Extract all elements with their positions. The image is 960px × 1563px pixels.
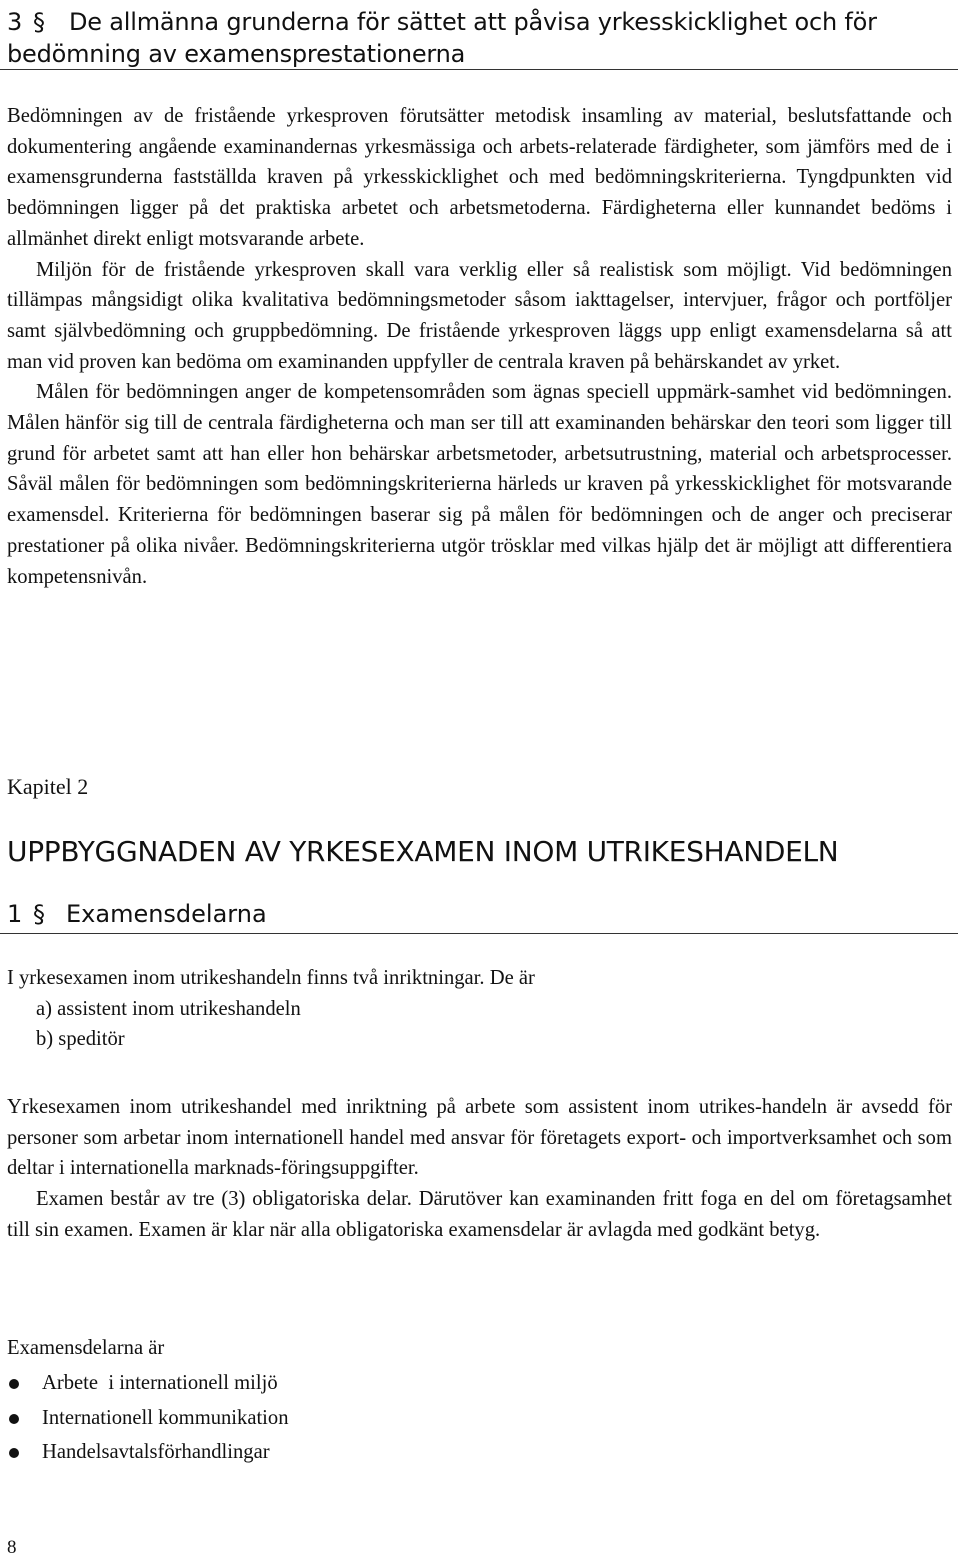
section-1-paragraph-2: Examen består av tre (3) obligatoriska delar. Därutöver kan examinanden fritt foga en del om företagsamhet till sin examen. Examen är klar när alla obligatoriska examensdelar är avlagda med godkänt betyg.	[7, 1188, 952, 1241]
section-1-paragraph-1: Yrkesexamen inom utrikeshandel med inriktning på arbete som assistent inom utrikes-handeln är avsedd för personer som arbetar inom internationell handel med ansvar för företagets export- och importverksamhet och som deltar i internationella marknads-föringsuppgifter.	[7, 1096, 952, 1180]
section-1-divider	[0, 933, 958, 934]
option-b: b) speditör	[36, 1028, 125, 1051]
bullet-icon	[9, 1448, 19, 1458]
list-item	[7, 1401, 289, 1436]
section-1-body	[7, 1092, 952, 1246]
section-3-paragraph-2: Miljön för de fristående yrkesproven skall vara verklig eller så realistisk som möjligt. Vid bedömningen tillämpas mångsidigt olika kvalitativa bedömningsmetoder såsom iakttagelser, intervjuer, frågor och portföljer samt självbedömning och gruppbedömning. De fristående yrkesproven läggs upp enligt examensdelarna så att man vid proven kan bedöma om examinanden uppfyller de centrala kraven på behärskandet av yrket.	[7, 258, 952, 373]
section-3-paragraph-3: Målen för bedömningen anger de kompetensområden som ägnas speciell uppmärk-samhet vid bedömningen. Målen hänför sig till de centrala färdigheterna och man ser till att examinanden behärskar den teori som ligger till grund för arbetet samt att han eller hon behärskar arbetsmetoder, arbetsutrustning, material och arbetsprocesser. Såväl målen för bedömningen som bedömningskriterierna härleds ur kraven på yrkesskicklighet för motsvarande examensdel. Kriterierna för bedömningen baserar sig på målen för bedömningen och de anger och preciserar prestationer på olika nivåer. Bedömningskriterierna utgör trösklar med vilkas hjälp det är möjligt att differentiera kompetensnivån.	[7, 381, 952, 588]
page-number: 8	[7, 1537, 17, 1558]
list-item-label: Handelsavtalsförhandlingar	[42, 1441, 270, 1463]
chapter-title: UPPBYGGNADEN AV YRKESEXAMEN INOM UTRIKESHANDELN	[7, 835, 839, 868]
exam-parts-list	[7, 1366, 289, 1470]
option-a: a) assistent inom utrikeshandeln	[36, 997, 301, 1020]
list-intro: Examensdelarna är	[7, 1337, 165, 1359]
section-title: Examensdelarna	[66, 900, 267, 928]
section-number: 1	[7, 900, 23, 928]
list-item	[7, 1435, 289, 1470]
section-1-heading	[7, 897, 267, 931]
list-item-label: Internationell kommunikation	[42, 1406, 289, 1429]
bullet-icon	[9, 1414, 19, 1424]
section-title-line-1: De allmänna grunderna för sättet att påvisa yrkesskicklighet och för	[69, 8, 877, 36]
section-1-intro	[7, 963, 952, 1055]
bullet-icon	[9, 1379, 19, 1389]
section-3-paragraph-1: Bedömningen av de fristående yrkesproven förutsätter metodisk insamling av material, beslutsfattande och dokumentering angående examinandernas yrkesmässiga och arbets-relaterade färdigheter, som jämförs med de i examensgrunderna fastställda kraven på yrkesskicklighet och med bedömningskriterierna. Tyngdpunkten vid bedömningen ligger på det praktiska arbetet och arbetsmetoderna. Färdigheterna eller kunnandet bedöms i allmänhet direkt enligt motsvarande arbete.	[7, 105, 952, 250]
section-3-divider	[0, 69, 958, 70]
chapter-label: Kapitel 2	[7, 774, 89, 799]
section-3-heading	[7, 6, 957, 70]
section-number: 3	[7, 8, 23, 36]
section-3-body	[7, 101, 952, 592]
section-symbol: §	[33, 900, 45, 928]
section-symbol: §	[33, 8, 45, 36]
list-item-label: Arbete i internationell miljö	[42, 1372, 278, 1394]
intro-line: I yrkesexamen inom utrikeshandeln finns två inriktningar. De är	[7, 967, 535, 989]
section-title-line-2: bedömning av examensprestationerna	[7, 40, 466, 68]
list-item	[7, 1366, 289, 1401]
